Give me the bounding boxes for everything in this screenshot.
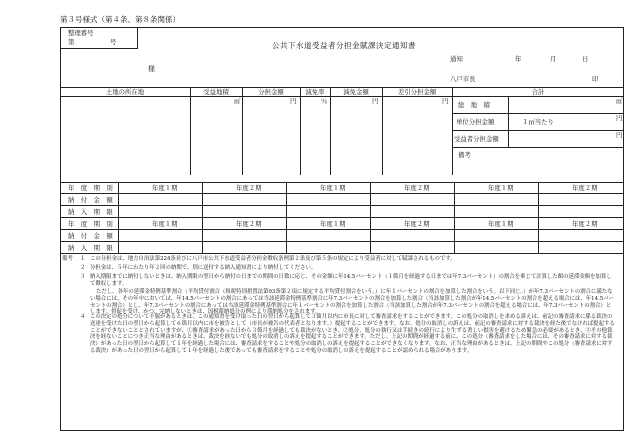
note-text: ただし、各年の延滞金特例基準割合（平均貸付割合（租税特別措置法第93条第２項に規定する平均貸付割合をいう。）に年１パーセントの割合を加算した割合をいう。以下同じ。）が年7.3パーセントの割合に満たない場合には、その年中においては、年14.5パーセントの割合にあっては当該延滞金特例基準割合に年7.3パーセントの割合を加算した割合（当該加算した割合が年14.5パーセントの割合を超える場合には、年14.5パーセントの割合）とし、年7.3パーセントの割合にあっては当該延滞金特例基準割合に年１パーセントの割合を加算した割合（当該加算した割合が年7.3パーセントの割合を超える場合には、年7.3パーセントの割合）とします。督促を受け、かつ、完納しないときは、国税滞納処分の例により滞納処分をされます。 bbox=[90, 289, 614, 316]
header-amount: 分担金額 bbox=[258, 88, 284, 96]
period-cell: 年度２期 bbox=[236, 184, 262, 192]
year-label: 年 bbox=[515, 55, 522, 63]
unit-price-per: １㎡当たり bbox=[522, 118, 554, 126]
header-total: 合計 bbox=[531, 88, 545, 96]
note-text: 納入期限までに納付しないときは、納入期限の翌日から納付の日までの期間の日数に応じ、その金額に年14.5パーセント（１箇月を経過する日までは年7.3パーセント）の割合を乗じて計算した額の延滞金額を加算して徴収します。 bbox=[90, 274, 612, 287]
period-cell: 年度１期 bbox=[320, 184, 346, 192]
row-label-period: 年 度 期 別 bbox=[68, 220, 113, 228]
reference-suffix: 号 bbox=[110, 38, 117, 46]
note-number: １ bbox=[80, 256, 86, 262]
row-label-due: 納 入 期 限 bbox=[68, 208, 113, 216]
header-rate: 減免率 bbox=[305, 88, 325, 96]
header-net-amount: 差引分担金額 bbox=[397, 88, 437, 96]
month-label: 月 bbox=[550, 55, 557, 63]
note-number: ３ bbox=[80, 274, 86, 280]
period-cell: 年度２期 bbox=[572, 220, 598, 228]
period-cell: 年度２期 bbox=[572, 184, 598, 192]
row-label-due: 納 入 期 限 bbox=[68, 244, 113, 252]
row-label-amount: 納 付 金 額 bbox=[68, 232, 113, 240]
unit-yen-amount: 円 bbox=[290, 97, 297, 105]
note-number: ２ bbox=[80, 265, 86, 271]
unit-percent: ％ bbox=[321, 97, 328, 105]
header-location: 土地の所在地 bbox=[105, 88, 145, 96]
beneficiary-amount-label: 受益者分担金額 bbox=[454, 135, 499, 143]
unit-yen-reduction: 円 bbox=[372, 97, 379, 105]
period-cell: 年度２期 bbox=[404, 184, 430, 192]
unit-area: ㎡ bbox=[234, 97, 241, 105]
page-title: 公共下水道受益者分担金賦課決定通知書 bbox=[272, 41, 416, 50]
main-table bbox=[60, 87, 624, 175]
issuer-name: 八戸市長 bbox=[450, 75, 476, 83]
reference-title: 整理番号 bbox=[68, 29, 94, 37]
unit-price-label: 単位分担金額 bbox=[456, 118, 495, 126]
total-area-unit: ㎡ bbox=[616, 97, 623, 105]
installment-schedule bbox=[60, 182, 624, 253]
note-number: ４ bbox=[80, 314, 86, 320]
recipient-suffix: 様 bbox=[148, 65, 155, 73]
note-text: 分担金は、５年にわたり年２回の納期で、別に送付する納入通知書により納付してください。 bbox=[90, 265, 317, 271]
beneficiary-amount-unit: 円 bbox=[616, 131, 623, 139]
notice-label: 通知 bbox=[450, 55, 463, 63]
row-label-period: 年 度 期 別 bbox=[68, 184, 113, 192]
period-cell: 年度２期 bbox=[404, 220, 430, 228]
period-cell: 年度２期 bbox=[236, 220, 262, 228]
day-label: 日 bbox=[582, 55, 589, 63]
reference-prefix: 第 bbox=[68, 38, 75, 46]
period-cell: 年度１期 bbox=[152, 184, 178, 192]
header-area: 受益地積 bbox=[203, 88, 229, 96]
unit-price-unit: 円 bbox=[616, 114, 623, 122]
total-area-label: 総 地 積 bbox=[458, 101, 490, 109]
form-label: 第３号様式（第４条、第８条関係） bbox=[60, 15, 180, 24]
period-cell: 年度１期 bbox=[320, 220, 346, 228]
period-cell: 年度１期 bbox=[488, 220, 514, 228]
period-cell: 年度１期 bbox=[488, 184, 514, 192]
period-cell: 年度１期 bbox=[152, 220, 178, 228]
reference-box bbox=[60, 27, 138, 49]
note-text: この分担金は、地方自治法第224条並びに八戸市公共下水道受益者分担金徴収条例第２条及び第５条の規定により受益者に対して賦課されるものです。 bbox=[90, 256, 456, 262]
notes-label: 備考 bbox=[62, 256, 73, 262]
row-label-amount: 納 付 金 額 bbox=[68, 196, 113, 204]
seal-mark: 印 bbox=[592, 75, 599, 83]
header-reduction: 減免金額 bbox=[343, 88, 369, 96]
remarks-label: 備考 bbox=[458, 151, 471, 159]
note-text: この決定の処分について不服があるときは、この通知書を受け取った日の翌日から起算して３箇月以内に市長に対して審査請求をすることができます。この処分の取消しを求める訴えは、前記の審査請求に係る裁決の送達を受けた日の翌日から起算して６箇月以内に市を被告として（市長が被告の代表者となります。）提起することができます。なお、処分の取消しの訴えは、前記の審査請求に対する裁決を経た後でなければ提起することができないこととされていますが、①審査請求があった日から３箇月を経過しても裁決がないとき、②処分、処分の執行又は手続きの続行により生ずる著しい損害を避けるため緊急の必要があるとき、③その他裁決を経ないことにつき正当な理由があるときは、裁決を経ないでも処分の取消しの訴えを提起することができます。ただし、上記の期間が経過する前に、この処分（審査請求をした場合には、その審査請求に対する裁決）があった日の翌日から起算して１年を経過した場合には、審査請求をすることや処分の取消しの訴えを提起することができなくなります。なお、正当な理由があるときは、上記の期間やこの処分（審査請求に対する裁決）があった日の翌日から起算して１年を経過した後であっても審査請求をすることや処分の取消しの訴えを提起することが認められる場合があります。 bbox=[90, 314, 615, 354]
unit-yen-net: 円 bbox=[442, 97, 449, 105]
